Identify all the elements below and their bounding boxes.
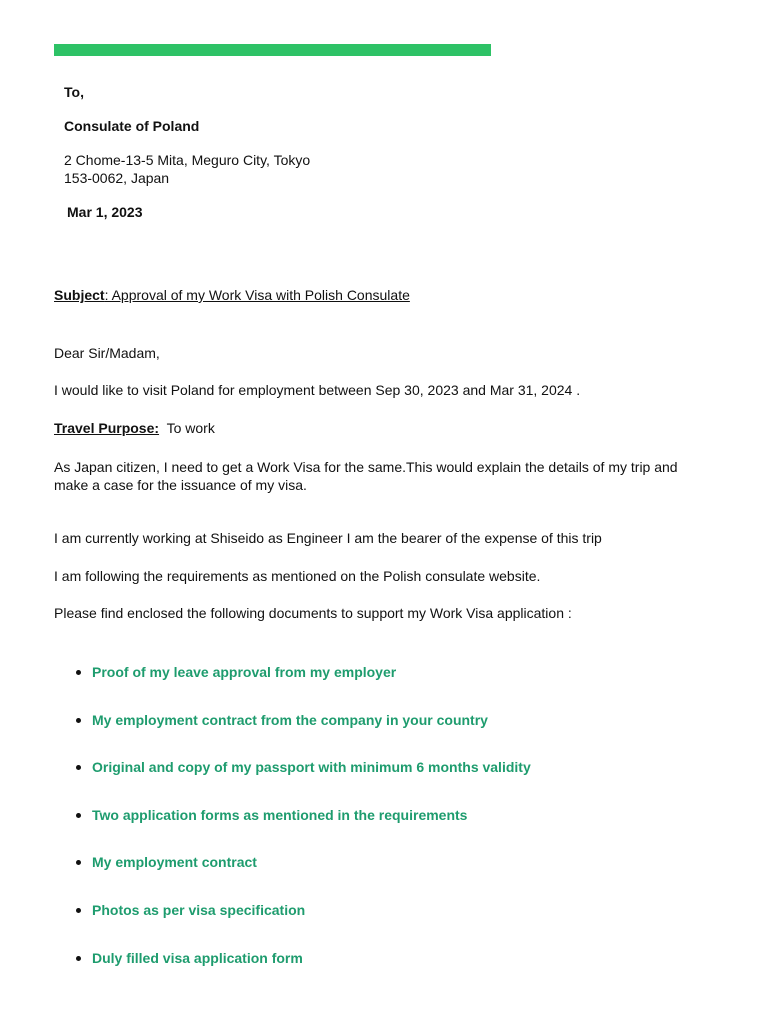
letter-date: Mar 1, 2023 [67,204,143,220]
list-item: Duly filled visa application form [54,948,714,996]
requirements-paragraph: I am following the requirements as mentioned on the Polish consulate website. [54,568,541,584]
subject-label: Subject [54,287,105,303]
list-item: Proof of my leave approval from my employer [54,662,714,710]
bullet-icon [76,908,81,913]
list-item: Photos as per visa specification [54,900,714,948]
working-paragraph: I am currently working at Shiseido as Engineer I am the bearer of the expense of this trip [54,530,602,546]
bullet-icon [76,765,81,770]
bullet-icon [76,956,81,961]
bullet-icon [76,670,81,675]
visit-paragraph: I would like to visit Poland for employment between Sep 30, 2023 and Mar 31, 2024 . [54,382,581,398]
salutation: Dear Sir/Madam, [54,345,160,361]
list-item: My employment contract from the company in your country [54,710,714,758]
address-line-1: 2 Chome-13-5 Mita, Meguro City, Tokyo [64,152,311,168]
accent-bar [54,44,491,56]
travel-purpose-label: Travel Purpose: [54,420,160,436]
enclosed-paragraph: Please find enclosed the following documents to support my Work Visa application : [54,605,572,621]
documents-list [54,662,714,995]
address-line-2: 153-0062, Japan [64,170,170,186]
travel-purpose-value: To work [166,420,215,436]
bullet-icon [76,718,81,723]
bullet-icon [76,860,81,865]
citizen-paragraph: As Japan citizen, I need to get a Work Visa for the same.This would explain the details of my trip and make a case for the issuance of my visa. [54,459,678,493]
to-label: To, [64,84,84,100]
subject-line [54,286,410,304]
bullet-icon [76,813,81,818]
recipient-name: Consulate of Poland [64,118,200,134]
travel-purpose [54,419,215,437]
subject-text: : Approval of my Work Visa with Polish Consulate [104,287,410,303]
list-item: My employment contract [54,852,714,900]
list-item: Two application forms as mentioned in the requirements [54,805,714,853]
list-item: Original and copy of my passport with minimum 6 months validity [54,757,714,805]
